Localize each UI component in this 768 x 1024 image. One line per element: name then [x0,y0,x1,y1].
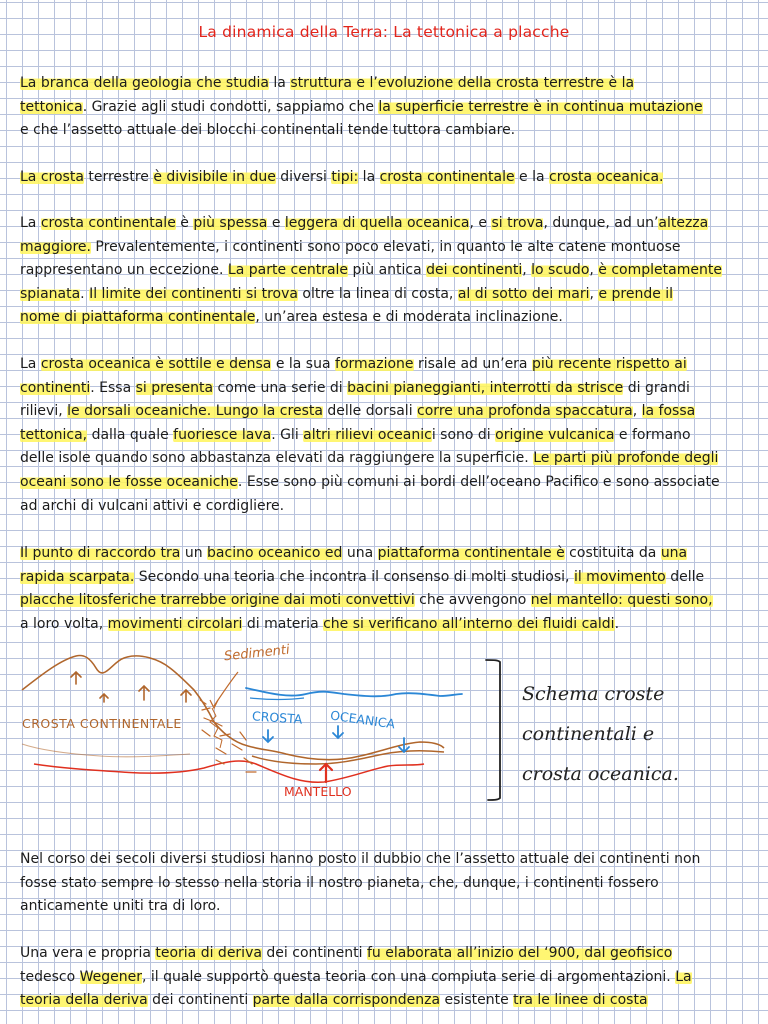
text-line [20,542,755,566]
highlighted-text: continenti [20,379,91,396]
text-segment: un [180,545,208,561]
highlighted-text: tra le linee di costa [513,992,648,1009]
highlighted-text: teoria di deriva [155,945,262,961]
text-segment: dei continenti [261,945,367,961]
text-segment: di grandi [623,379,690,396]
text-segment: è [175,215,194,231]
text-segment: , il quale supportò questa teoria con una compiuta serie di argomentazioni. [142,968,676,985]
text-line [20,447,755,471]
highlighted-text: Il limite dei continenti si trova [89,285,298,302]
text-line [20,119,755,143]
highlighted-text: è completamente [598,262,722,279]
highlighted-text: una [660,545,688,561]
text-segment: Secondo una teoria che incontra il consenso di molti studiosi, [134,568,574,585]
paragraph [20,72,755,143]
highlighted-text: placche litosferiche trarrebbe origine dai moti convettivi [20,592,415,609]
highlighted-text: spianata [20,285,81,302]
text-segment: dalla quale [87,426,174,443]
text-segment: la [358,169,380,185]
highlighted-text: e prende il [598,285,674,302]
paragraph [20,353,755,518]
text-line [20,872,755,896]
text-line [20,377,755,401]
text-line [20,566,755,590]
text-segment: . Esse sono più comuni ai bordi dell’oceano Pacifico e sono associate [237,473,720,490]
paragraph [20,848,755,919]
text-segment: di materia [242,615,324,632]
highlighted-text: si presenta [135,379,214,396]
text-segment: rilievi, [20,403,68,420]
highlighted-text: fuoriesce lava [173,426,272,443]
text-segment: dei continenti [147,992,253,1009]
highlighted-text: nome di piattaforma continentale [20,309,256,326]
text-segment: più antica [348,262,427,279]
text-segment: Prevalentemente, i continenti sono poco elevati, in quanto le alte catene montuose [90,238,681,255]
highlighted-text: rapida scarpata. [20,568,135,585]
highlighted-text: fu elaborata all’inizio del ‘900, dal geofisico [366,945,673,961]
highlighted-text: La parte centrale [227,262,349,279]
highlighted-text: formazione [335,356,414,372]
text-segment: i sono di [431,426,496,443]
text-segment: a loro volta, [20,615,108,632]
text-segment: una [342,545,378,561]
text-segment: diversi [275,169,332,185]
paragraph [20,212,755,330]
highlighted-text: La [675,968,692,985]
text-line [20,613,755,637]
text-segment: la [268,75,291,91]
highlighted-text: La [20,75,41,91]
highlighted-text: oceani sono le fosse oceaniche [20,473,238,490]
highlighted-text: Le parti più profonde degli [533,450,719,467]
highlighted-text: crosta continentale [40,215,176,231]
highlighted-text: maggiore. [20,238,91,255]
highlighted-text: struttura e l’evoluzione della crosta terrestre è la [290,75,635,91]
text-segment: , un’area estesa e di moderata inclinazione. [255,309,563,326]
text-segment: e la sua [271,356,336,372]
text-segment: . [80,285,90,302]
highlighted-text: teoria della deriva [20,992,148,1009]
highlighted-text: parte dalla corrispondenza [252,992,441,1009]
highlighted-text: più recente rispetto ai [531,356,687,372]
text-segment: , e [469,215,492,231]
paragraph [20,166,755,190]
text-line [20,283,755,307]
text-line [20,72,755,96]
text-segment: . [614,615,620,632]
text-line [20,96,755,120]
label-mantello: MANTELLO [284,784,352,799]
text-segment: , [589,262,599,279]
text-line [20,848,755,872]
text-line [20,353,755,377]
text-line [20,942,755,966]
text-segment: Una vera e propria [20,945,156,961]
label-crosta-oceanica-2: OCEANICA [329,707,397,732]
text-line [20,895,755,919]
highlighted-text: tettonica [20,98,83,115]
text-segment: come una serie di [213,379,348,396]
text-segment: terrestre [83,169,154,185]
text-segment: tedesco [20,968,80,985]
text-segment: rappresentano un eccezione. [20,262,228,279]
text-segment: ad archi di vulcani attivi e cordigliere. [20,497,285,514]
text-line [20,259,755,283]
text-segment: e la [514,169,550,185]
text-line [20,495,755,519]
text-line [20,471,755,495]
highlighted-text: altri rilievi oceanic [303,426,432,443]
highlighted-text: bacino oceanico ed [207,545,343,561]
paragraph [20,942,755,1013]
diagram-note-line: continentali e [522,723,655,745]
text-segment: che avvengono [414,592,531,609]
text-line [20,400,755,424]
label-crosta-continentale: CROSTA CONTINENTALE [22,716,182,731]
text-segment: La [20,215,41,231]
text-line [20,424,755,448]
text-segment: . Essa [90,379,136,396]
text-segment: delle isole quando sono abbastanza elevati da raggiungere la superficie. [20,450,534,467]
page-title: La dinamica della Terra: La tettonica a placche [198,23,570,41]
highlighted-text: altezza [658,215,709,231]
text-segment: La [20,356,41,372]
label-sedimenti: Sedimenti [223,642,291,665]
text-segment: delle [665,568,705,585]
highlighted-text: piattaforma continentale è [377,545,565,561]
highlighted-text: branca della geologia che studia [40,75,269,91]
text-segment: . Gli [271,426,304,443]
highlighted-text: corre una profonda spaccatura [417,403,633,420]
highlighted-text: tipi: [331,169,359,185]
highlighted-text: tettonica, [20,426,88,443]
diagram-note [522,674,679,794]
highlighted-text: Wegener [79,968,142,985]
highlighted-text: bacini pianeggianti, interrotti da strisce [347,379,624,396]
text-line [20,966,755,990]
text-segment: oltre la linea di costa, [297,285,458,302]
highlighted-text: lo scudo [531,262,590,279]
text-segment: , [522,262,532,279]
highlighted-text: che si verificano all’interno dei fluidi caldi [323,615,615,632]
label-crosta-oceanica-1: CROSTA [251,708,303,727]
text-segment: , [589,285,599,302]
highlighted-text: dei continenti [426,262,523,279]
highlighted-text: crosta oceanica è sottile e densa [40,356,272,372]
highlighted-text: la superficie terrestre è in continua mutazione [378,98,703,115]
paragraph [20,542,755,636]
text-line [20,589,755,613]
highlighted-text: le dorsali oceaniche. Lungo la cresta [67,403,323,420]
highlighted-text: La crosta [20,169,84,185]
text-segment: fosse stato sempre lo stesso nella storia il nostro pianeta, che, dunque, i continenti fossero [20,874,659,891]
text-segment: e che l’assetto attuale dei blocchi continentali tende tuttora cambiare. [20,122,516,139]
crust-diagram [0,638,768,810]
text-segment: . Grazie agli studi condotti, sappiamo che [82,98,379,115]
text-segment: risale ad un’era [413,356,532,372]
highlighted-text: crosta continentale [379,169,515,185]
text-segment: anticamente uniti tra di loro. [20,898,221,915]
highlighted-text: al di sotto dei mari [457,285,590,302]
text-line [20,989,755,1013]
diagram-note-line: Schema croste [522,683,665,705]
highlighted-text: movimenti circolari [107,615,243,632]
highlighted-text: il movimento [573,568,666,585]
highlighted-text: leggera di quella oceanica [284,215,470,231]
diagram-note-line: crosta oceanica. [522,763,679,785]
text-line [20,166,755,190]
highlighted-text: Il punto di raccordo tra [20,545,181,561]
highlighted-text: è divisibile in due [153,169,276,185]
text-segment: delle dorsali [322,403,418,420]
highlighted-text: si trova [491,215,544,231]
text-line [20,236,755,260]
highlighted-text: più spessa [193,215,268,231]
text-line [20,306,755,330]
text-segment: e formano [614,426,691,443]
highlighted-text: la fossa [641,403,696,420]
highlighted-text: crosta oceanica. [549,169,664,185]
text-line [20,212,755,236]
text-segment: esistente [440,992,514,1009]
highlighted-text: nel mantello: questi sono, [530,592,713,609]
text-segment: costituita da [564,545,661,561]
text-segment: e [267,215,285,231]
text-segment: , dunque, ad un’ [543,215,659,231]
highlighted-text: origine vulcanica [495,426,615,443]
text-segment: , [632,403,642,420]
text-segment: Nel corso dei secoli diversi studiosi hanno posto il dubbio che l’assetto attuale dei continenti non [20,851,701,867]
